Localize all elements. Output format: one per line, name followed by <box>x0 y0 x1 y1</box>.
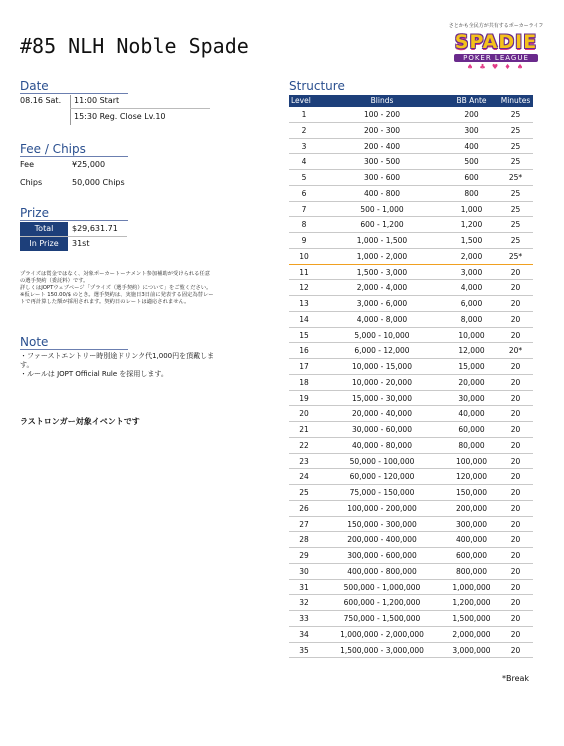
bb-ante-cell: 3,000,000 <box>452 645 491 655</box>
bb-ante-cell: 1,000 <box>460 204 483 214</box>
fee-key: Fee <box>20 160 35 169</box>
blinds-cell: 1,000 - 2,000 <box>356 251 408 261</box>
header-blinds: Blinds <box>370 96 394 105</box>
minutes-cell: 25 <box>510 204 521 214</box>
minutes-cell: 20 <box>510 582 521 592</box>
blinds-cell: 60,000 - 120,000 <box>349 472 415 482</box>
table-row <box>289 233 533 249</box>
prize-note-line: ※仮レート 150.00/$ のとき。選手契約は、実施日3日前に発表する固定為替レー <box>20 292 214 298</box>
level-cell: 12 <box>299 283 309 293</box>
bb-ante-cell: 600,000 <box>455 551 487 560</box>
level-cell: 26 <box>299 503 309 513</box>
break-note: *Break <box>502 674 530 683</box>
level-cell: 18 <box>299 377 309 387</box>
minutes-cell: 20 <box>510 330 521 340</box>
blinds-cell: 1,500 - 3,000 <box>356 267 408 277</box>
blinds-cell: 150,000 - 300,000 <box>347 519 417 529</box>
table-row <box>289 485 533 501</box>
table-row <box>289 154 533 170</box>
blinds-cell: 300 - 600 <box>363 173 401 182</box>
blinds-cell: 3,000 - 6,000 <box>356 299 408 308</box>
table-row <box>289 123 533 139</box>
level-cell: 3 <box>301 141 307 151</box>
blinds-cell: 50,000 - 100,000 <box>349 456 415 466</box>
minutes-cell: 20 <box>510 503 521 513</box>
blinds-cell: 1,500,000 - 3,000,000 <box>340 645 424 655</box>
logo-name: SPADIE <box>454 31 538 53</box>
blinds-cell: 1,000 - 1,500 <box>356 236 408 245</box>
minutes-cell: 20 <box>510 456 521 466</box>
table-row <box>289 186 533 202</box>
prize-total-row <box>20 222 127 237</box>
level-cell: 35 <box>299 645 309 655</box>
blinds-cell: 750,000 - 1,500,000 <box>343 614 421 623</box>
bb-ante-cell: 1,500,000 <box>452 614 491 623</box>
blinds-cell: 600,000 - 1,200,000 <box>343 598 421 608</box>
blinds-cell: 200 - 300 <box>363 125 401 135</box>
table-row <box>289 406 533 422</box>
bb-ante-cell: 500 <box>464 157 479 167</box>
bb-ante-cell: 800 <box>464 188 479 198</box>
blinds-cell: 400 - 800 <box>363 188 401 198</box>
spadie-logo <box>440 22 552 78</box>
structure-body <box>289 107 533 658</box>
prize-total-key: Total <box>20 222 68 236</box>
table-row <box>289 202 533 218</box>
header-bb-ante: BB Ante <box>456 96 487 105</box>
level-cell: 34 <box>299 629 309 639</box>
prize-note-line: トで再計算した額が採用されます。契約日のレートは適応されません。 <box>20 299 190 305</box>
minutes-cell: 20 <box>510 535 521 545</box>
blinds-cell: 300 - 500 <box>363 157 401 167</box>
note-underline <box>20 349 128 350</box>
note-item: ・ルールは JOPT Official Rule を採用します。 <box>20 370 168 378</box>
minutes-cell: 25* <box>508 173 523 182</box>
blinds-cell: 30,000 - 60,000 <box>352 425 412 434</box>
bb-ante-cell: 400 <box>464 141 479 151</box>
blinds-cell: 15,000 - 30,000 <box>352 393 412 403</box>
level-cell: 15 <box>299 330 309 340</box>
note-label: Note <box>20 335 49 349</box>
date-close: 15:30 Reg. Close Lv.10 <box>74 112 166 121</box>
level-cell: 13 <box>299 299 309 308</box>
blinds-cell: 10,000 - 15,000 <box>352 362 412 371</box>
level-cell: 19 <box>299 393 309 403</box>
bb-ante-cell: 12,000 <box>458 346 485 356</box>
bb-ante-cell: 400,000 <box>455 535 487 545</box>
level-cell: 11 <box>299 267 309 277</box>
table-row <box>289 139 533 155</box>
bb-ante-cell: 6,000 <box>460 299 483 308</box>
table-row <box>289 595 533 611</box>
bb-ante-cell: 40,000 <box>458 409 485 419</box>
table-row <box>289 359 533 375</box>
bb-ante-cell: 1,500 <box>460 236 483 245</box>
minutes-cell: 20 <box>510 598 521 608</box>
level-cell: 7 <box>301 204 307 214</box>
logo-suits: ♠ ♣ ♥ ♦ ♠ <box>466 63 526 71</box>
minutes-cell: 20 <box>510 283 521 293</box>
level-cell: 17 <box>299 362 309 371</box>
bb-ante-cell: 120,000 <box>455 472 487 482</box>
level-cell: 1 <box>301 110 307 119</box>
date-start: 11:00 Start <box>74 96 120 105</box>
bb-ante-cell: 100,000 <box>455 456 487 466</box>
table-row <box>289 265 533 281</box>
fee-label: Fee / Chips <box>20 142 86 156</box>
level-cell: 25 <box>299 488 309 497</box>
chips-value: 50,000 Chips <box>72 178 125 187</box>
prize-underline <box>20 220 128 221</box>
table-row <box>289 249 533 265</box>
level-cell: 4 <box>301 157 307 167</box>
table-row <box>289 422 533 438</box>
minutes-cell: 25 <box>510 141 521 151</box>
fee-underline <box>20 156 128 157</box>
level-cell: 28 <box>299 535 309 545</box>
minutes-cell: 20 <box>510 629 521 639</box>
level-cell: 2 <box>301 125 307 135</box>
level-cell: 20 <box>299 409 309 419</box>
minutes-cell: 20 <box>510 566 521 576</box>
minutes-cell: 25 <box>510 188 521 198</box>
prize-total-value: $29,631.71 <box>72 224 118 233</box>
prize-note-line: 詳しくはJOPTウェブページ「プライズ（選手契約）について」をご覧ください。 <box>20 285 212 291</box>
note-item: す。 <box>20 361 34 369</box>
minutes-cell: 25 <box>510 236 521 245</box>
minutes-cell: 20 <box>510 519 521 529</box>
blinds-cell: 500,000 - 1,000,000 <box>343 582 421 592</box>
prize-inprize-value: 31st <box>72 239 90 248</box>
table-row <box>289 170 533 186</box>
bb-ante-cell: 20,000 <box>458 377 485 387</box>
bb-ante-cell: 1,200 <box>460 220 483 230</box>
structure-header <box>289 95 533 107</box>
bb-ante-cell: 200,000 <box>455 503 487 513</box>
structure-table <box>289 95 533 658</box>
minutes-cell: 20 <box>510 267 521 277</box>
minutes-cell: 25 <box>510 220 521 230</box>
level-cell: 30 <box>299 566 309 576</box>
blinds-cell: 200 - 400 <box>363 141 401 151</box>
minutes-cell: 20* <box>508 346 523 356</box>
blinds-cell: 5,000 - 10,000 <box>354 330 410 340</box>
blinds-cell: 1,000,000 - 2,000,000 <box>340 629 424 639</box>
level-cell: 33 <box>299 614 309 623</box>
level-cell: 6 <box>301 188 307 198</box>
level-cell: 16 <box>299 346 309 356</box>
level-cell: 27 <box>299 519 309 529</box>
table-row <box>289 643 533 659</box>
level-cell: 22 <box>299 440 309 450</box>
minutes-cell: 20 <box>510 425 521 434</box>
table-row <box>289 391 533 407</box>
note-items <box>20 352 270 379</box>
last-longer-notice: ラストロンガー対象イベントです <box>20 417 140 426</box>
blinds-cell: 2,000 - 4,000 <box>356 283 408 293</box>
minutes-cell: 20 <box>510 393 521 403</box>
blinds-cell: 6,000 - 12,000 <box>354 346 410 356</box>
blinds-cell: 40,000 - 80,000 <box>352 440 412 450</box>
date-row-divider <box>70 108 210 109</box>
table-row <box>289 627 533 643</box>
minutes-cell: 20 <box>510 377 521 387</box>
table-row <box>289 501 533 517</box>
table-row <box>289 454 533 470</box>
bb-ante-cell: 200 <box>464 110 479 119</box>
table-row <box>289 469 533 485</box>
minutes-cell: 20 <box>510 314 521 324</box>
minutes-cell: 20 <box>510 440 521 450</box>
blinds-cell: 600 - 1,200 <box>360 220 404 230</box>
blinds-cell: 4,000 - 8,000 <box>356 314 408 324</box>
bb-ante-cell: 30,000 <box>458 393 485 403</box>
date-label: Date <box>20 79 49 93</box>
blinds-cell: 300,000 - 600,000 <box>347 551 417 560</box>
table-row <box>289 107 533 123</box>
minutes-cell: 20 <box>510 362 521 371</box>
minutes-cell: 20 <box>510 551 521 560</box>
bb-ante-cell: 80,000 <box>458 440 485 450</box>
bb-ante-cell: 3,000 <box>460 267 483 277</box>
level-cell: 23 <box>299 456 309 466</box>
prize-notes <box>20 271 270 306</box>
table-row <box>289 517 533 533</box>
bb-ante-cell: 10,000 <box>458 330 485 340</box>
table-row <box>289 548 533 564</box>
level-cell: 21 <box>299 425 309 434</box>
prize-table <box>20 222 127 252</box>
table-row <box>289 217 533 233</box>
header-minutes: Minutes <box>500 96 531 105</box>
bb-ante-cell: 4,000 <box>460 283 483 293</box>
bb-ante-cell: 1,000,000 <box>452 582 491 592</box>
level-cell: 32 <box>299 598 309 608</box>
bb-ante-cell: 300,000 <box>455 519 487 529</box>
table-row <box>289 312 533 328</box>
blinds-cell: 100 - 200 <box>363 110 401 119</box>
table-row <box>289 328 533 344</box>
table-row <box>289 564 533 580</box>
table-row <box>289 296 533 312</box>
chips-key: Chips <box>20 178 43 187</box>
blinds-cell: 500 - 1,000 <box>360 204 404 214</box>
header-level: Level <box>291 96 311 105</box>
bb-ante-cell: 60,000 <box>458 425 485 434</box>
minutes-cell: 20 <box>510 645 521 655</box>
bb-ante-cell: 600 <box>464 173 479 182</box>
level-cell: 8 <box>301 220 307 230</box>
minutes-cell: 20 <box>510 299 521 308</box>
minutes-cell: 20 <box>510 472 521 482</box>
level-cell: 5 <box>301 173 307 182</box>
minutes-cell: 20 <box>510 409 521 419</box>
table-row <box>289 343 533 359</box>
minutes-cell: 20 <box>510 614 521 623</box>
prize-note-line: の選手契約（委託料）です。 <box>20 278 89 284</box>
prize-label: Prize <box>20 206 49 220</box>
logo-tagline: さとかも全民方が共有するポーカーライフ <box>448 23 544 29</box>
date-day: 08.16 Sat. <box>20 96 62 105</box>
logo-subname: POKER LEAGUE <box>454 54 538 62</box>
fee-value: ¥25,000 <box>72 160 106 169</box>
level-cell: 10 <box>299 251 309 261</box>
level-cell: 29 <box>299 551 309 560</box>
blinds-cell: 10,000 - 20,000 <box>352 377 412 387</box>
level-cell: 14 <box>299 314 309 324</box>
date-underline <box>20 93 128 94</box>
table-row <box>289 375 533 391</box>
bb-ante-cell: 15,000 <box>458 362 485 371</box>
table-row <box>289 532 533 548</box>
bb-ante-cell: 2,000 <box>460 251 483 261</box>
blinds-cell: 75,000 - 150,000 <box>349 488 415 497</box>
level-cell: 9 <box>301 236 307 245</box>
prize-note-line: プライズは賞金ではなく、対象ポーカートーナメント参加補助が受けられる任意 <box>20 271 211 277</box>
bb-ante-cell: 8,000 <box>460 314 483 324</box>
structure-label: Structure <box>289 79 345 93</box>
minutes-cell: 25 <box>510 157 521 167</box>
blinds-cell: 200,000 - 400,000 <box>347 535 417 545</box>
minutes-cell: 25 <box>510 125 521 135</box>
table-row <box>289 280 533 296</box>
bb-ante-cell: 300 <box>464 125 479 135</box>
bb-ante-cell: 2,000,000 <box>452 629 491 639</box>
table-row <box>289 438 533 454</box>
minutes-cell: 25* <box>508 251 523 261</box>
blinds-cell: 20,000 - 40,000 <box>352 409 412 419</box>
minutes-cell: 25 <box>510 110 521 119</box>
bb-ante-cell: 1,200,000 <box>452 598 491 608</box>
bb-ante-cell: 150,000 <box>455 488 487 497</box>
level-cell: 31 <box>299 582 309 592</box>
blinds-cell: 400,000 - 800,000 <box>347 566 417 576</box>
prize-inprize-key: In Prize <box>20 237 68 251</box>
page-title: #85 NLH Noble Spade <box>20 34 249 58</box>
note-item: ・ファーストエントリー時別途ドリンク代1,000円を頂戴しま <box>20 352 215 360</box>
table-row <box>289 580 533 596</box>
date-divider <box>70 95 71 125</box>
minutes-cell: 20 <box>510 488 521 497</box>
blinds-cell: 100,000 - 200,000 <box>347 503 417 513</box>
table-row <box>289 611 533 627</box>
prize-inprize-row <box>20 237 127 252</box>
level-cell: 24 <box>299 472 309 482</box>
bb-ante-cell: 800,000 <box>455 566 487 576</box>
